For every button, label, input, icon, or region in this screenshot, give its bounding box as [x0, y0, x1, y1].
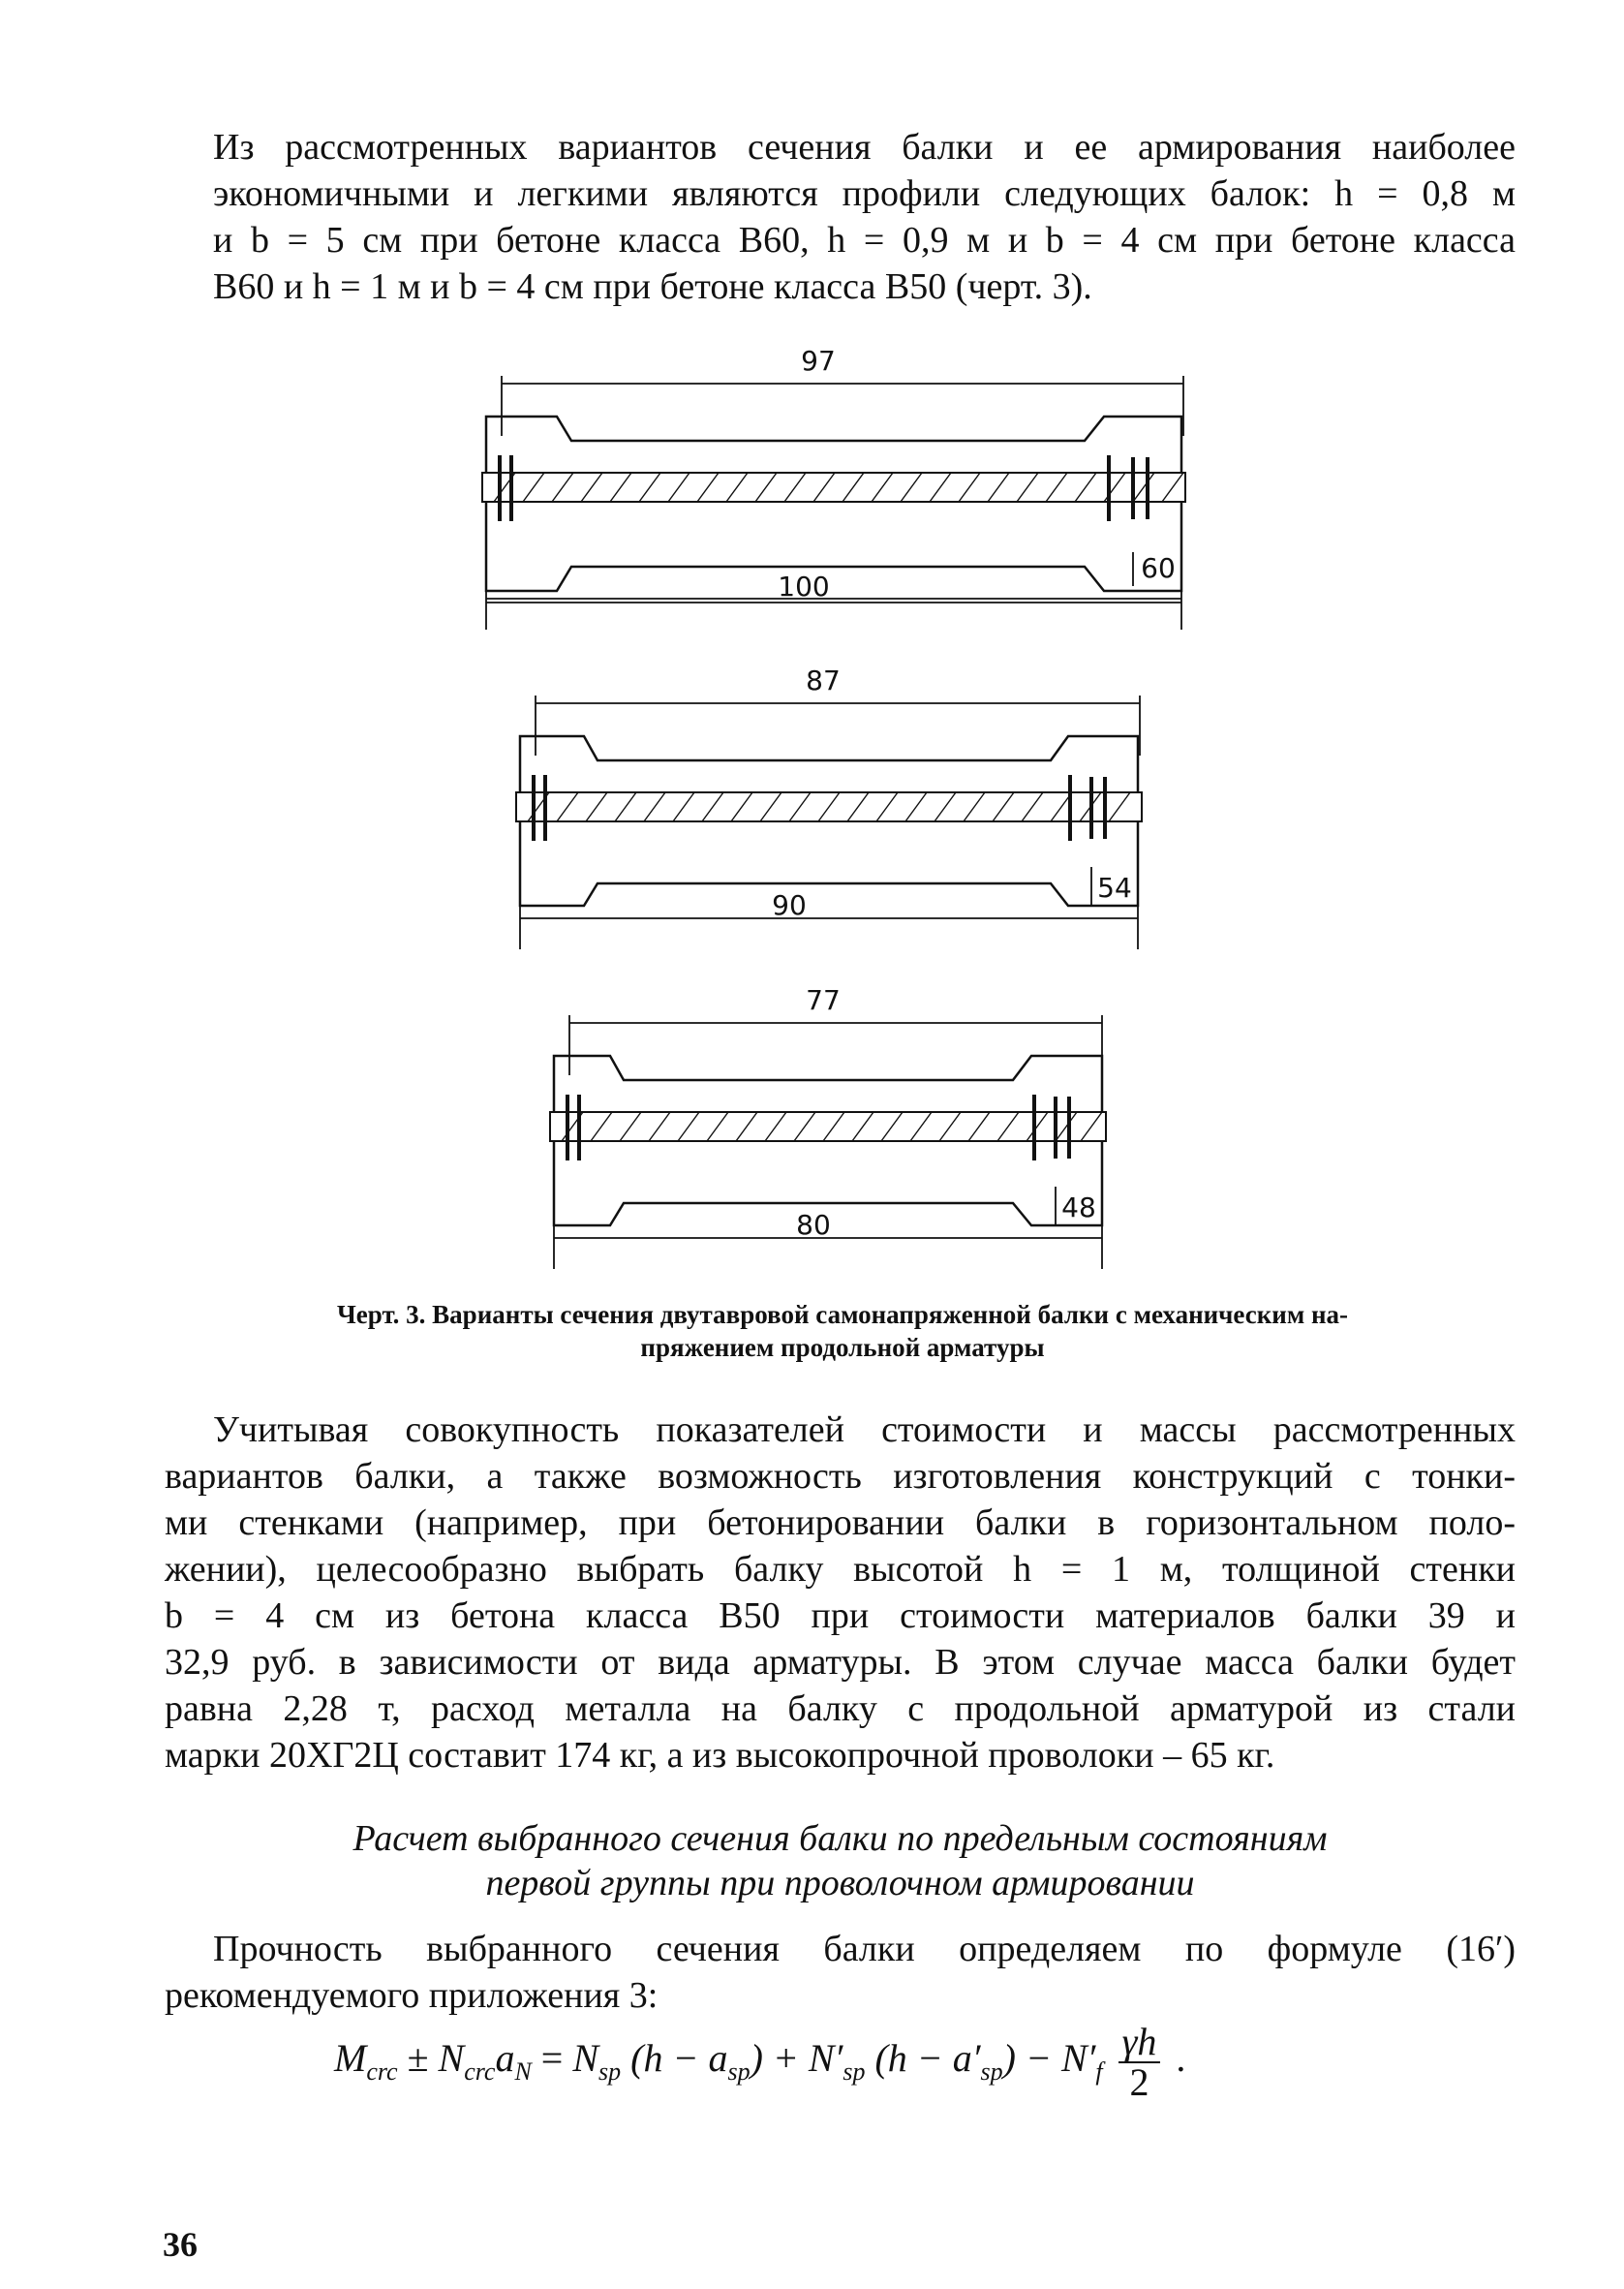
beam-section-drawing-1 — [465, 345, 1201, 639]
dimension-label-right: 48 — [1061, 1191, 1096, 1223]
formula-fraction: $\frac{\gamma h}{2}$ — [1118, 2023, 1161, 2102]
reinforcement-hatch — [550, 1112, 1106, 1141]
text-line: ми стенками (например, при бетонировании балки в горизонтальном поло- — [165, 1502, 1516, 1543]
beam-section-drawing-2 — [499, 665, 1157, 959]
dimension-label-right: 54 — [1097, 872, 1132, 904]
text-line: вариантов балки, а также возможность изготовления конструкций с тонки- — [165, 1456, 1516, 1497]
dimension-label-bottom: 80 — [796, 1209, 831, 1241]
dimension-label-top: 77 — [806, 984, 841, 1016]
body-paragraph — [165, 1407, 1516, 1779]
caption-line: Черт. 3. Варианты сечения двутавровой самонапряженной балки с механическим на- — [336, 1300, 1349, 1329]
text-line: экономичными и легкими являются профили следующих балок: h = 0,8 м — [213, 173, 1516, 214]
text-line: 32,9 руб. в зависимости от вида арматуры. В этом случае масса балки будет — [165, 1642, 1516, 1683]
beam-outline — [486, 417, 1181, 591]
strength-formula: $M_{crc} \pm N_{crc}a_N = N_{sp}$ $(h - a_{sp}) + N'_{sp}$ $(h - a'_{sp}) - N'_f$ $\frac{\gamma h}{2}$ . — [334, 2020, 1186, 2104]
figure-caption — [169, 1298, 1516, 1364]
text-line: Из рассмотренных вариантов сечения балки и ее армирования наиболее — [213, 127, 1516, 168]
dimension-label-right: 60 — [1141, 552, 1176, 584]
beam-section-drawing-3 — [533, 984, 1123, 1279]
dimension-label-top: 97 — [801, 345, 836, 377]
dimension-label-bottom: 90 — [772, 889, 807, 921]
formula-intro-paragraph — [165, 1926, 1516, 2019]
caption-line: пряжением продольной арматуры — [640, 1333, 1045, 1362]
dimension-label-top: 87 — [806, 665, 841, 696]
text-line: марки 20ХГ2Ц составит 174 кг, а из высокопрочной проволоки – 65 кг. — [165, 1735, 1275, 1776]
text-line: рекомендуемого приложения 3: — [165, 1975, 659, 2016]
text-line: b = 4 см из бетона класса В50 при стоимости материалов балки 39 и — [165, 1595, 1516, 1636]
section-heading — [165, 1816, 1516, 1905]
page-number: 36 — [163, 2225, 198, 2264]
reinforcement-hatch — [482, 473, 1185, 502]
heading-line: Расчет выбранного сечения балки по предельным состояниям — [352, 1818, 1328, 1859]
text-line: равна 2,28 т, расход металла на балку с продольной арматурой из стали — [165, 1688, 1516, 1729]
text-line: и b = 5 см при бетоне класса В60, h = 0,9 м и b = 4 см при бетоне класса — [213, 220, 1516, 261]
dimension-label-bottom: 100 — [778, 571, 830, 603]
text-line: Прочность выбранного сечения балки определяем по формуле (16′) — [213, 1929, 1516, 1969]
heading-line: первой группы при проволочном армировании — [485, 1863, 1195, 1903]
text-line: Учитывая совокупность показателей стоимости и массы рассмотренных — [213, 1409, 1516, 1450]
text-line: В60 и h = 1 м и b = 4 см при бетоне класса В50 (черт. 3). — [213, 266, 1092, 307]
intro-paragraph — [165, 124, 1516, 310]
text-line: жении), целесообразно выбрать балку высотой h = 1 м, толщиной стенки — [165, 1549, 1516, 1590]
